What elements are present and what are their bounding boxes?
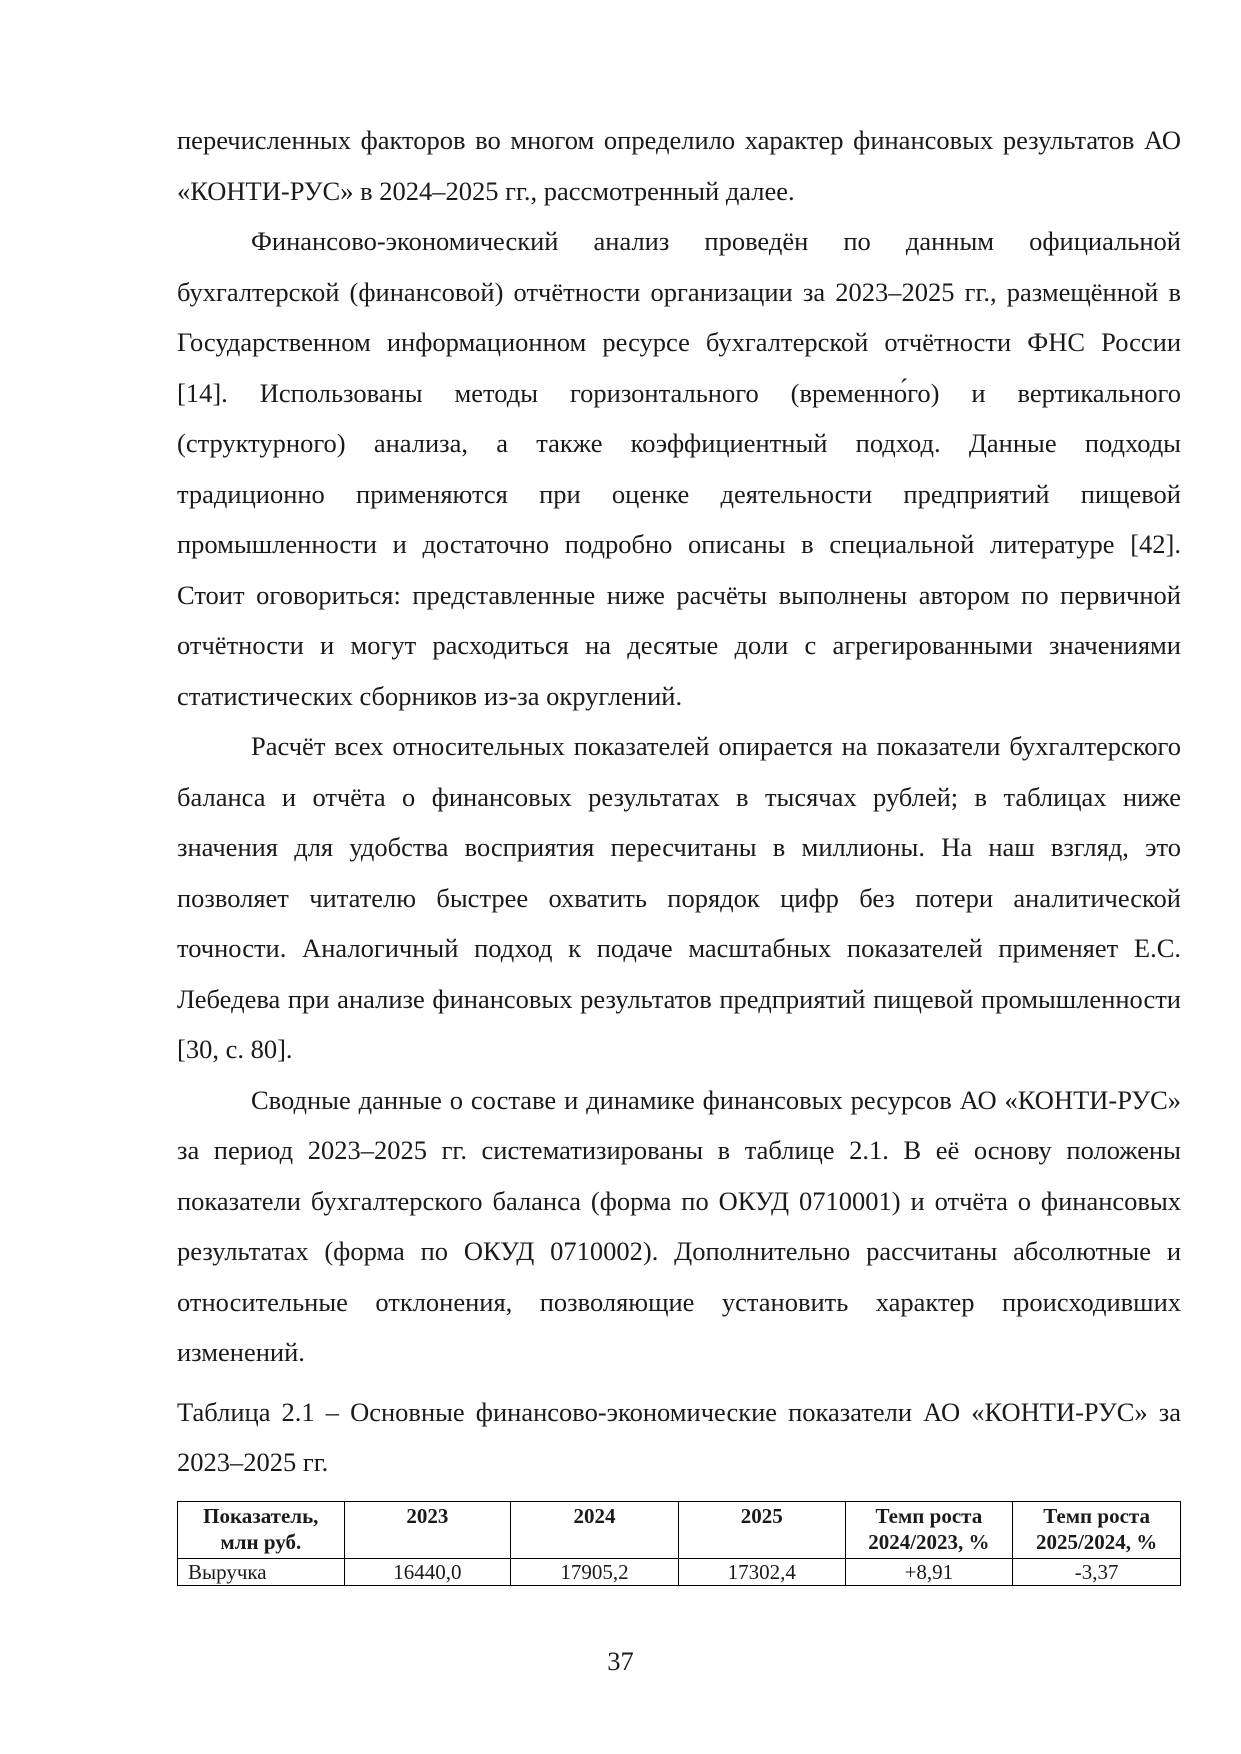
header-indicator: Показатель, млн руб. <box>178 1501 345 1558</box>
financial-indicators-table <box>177 1501 1181 1586</box>
table-caption: Таблица 2.1 – Основные финансово-экономические показатели АО «КОНТИ-РУС» за 2023–2025 гг. <box>177 1396 1181 1477</box>
table-header-row <box>178 1501 1181 1558</box>
paragraph-units: Расчёт всех относительных показателей опирается на показатели бухгалтерского баланса и отчёта о финансовых результатах в тысячах рублей; в таблицах ниже значения для удобства восприятия пересчитаны в миллионы. На наш взгляд, это позволяет читателю быстрее охватить порядок цифр без потери аналитической точности. Аналогичный подход к подаче масштабных показателей применяет Е.С. Лебедева при анализе финансовых результатов предприятий пищевой промышленности [30, с. 80]. <box>177 731 1181 1064</box>
page-number: 37 <box>607 1646 634 1676</box>
header-2023: 2023 <box>344 1501 511 1558</box>
cell-value-2025: 17302,4 <box>678 1558 845 1585</box>
cell-growth-2025-2024: -3,37 <box>1013 1558 1181 1585</box>
header-2024: 2024 <box>511 1501 679 1558</box>
paragraph-table-intro: Сводные данные о составе и динамике финансовых ресурсов АО «КОНТИ-РУС» за период 2023–2025 гг. систематизированы в таблице 2.1. В её основу положены показатели бухгалтерского баланса (форма по ОКУД 0710001) и отчёта о финансовых результатах (форма по ОКУД 0710002). Дополнительно рассчитаны абсолютные и относительные отклонения, позволяющие установить характер происходивших изменений. <box>177 1084 1181 1367</box>
cell-value-2024: 17905,2 <box>511 1558 679 1585</box>
table-row <box>178 1558 1181 1585</box>
paragraph-analysis-method: Финансово-экономический анализ проведён по данным официальной бухгалтерской (финансовой) отчётности организации за 2023–2025 гг., размещённой в Государственном информационном ресурсе бухгалтерской отчётности ФНС России [14]. Использованы методы горизонтального (временно́го) и вертикального (структурного) анализа, а также коэффициентный подход. Данные подходы традиционно применяются при оценке деятельности предприятий пищевой промышленности и достаточно подробно описаны в специальной литературе [42]. Стоит оговориться: представленные ниже расчёты выполнены автором по первичной отчётности и могут расходиться на десятые доли с агрегированными значениями статистических сборников из-за округлений. <box>177 226 1181 711</box>
cell-value-2023: 16440,0 <box>344 1558 511 1585</box>
cell-growth-2024-2023: +8,91 <box>845 1558 1013 1585</box>
header-growth-2025-2024: Темп роста 2025/2024, % <box>1013 1501 1181 1558</box>
header-growth-2024-2023: Темп роста 2024/2023, % <box>845 1501 1013 1558</box>
paragraph-continuation: перечисленных факторов во многом определило характер финансовых результатов АО «КОНТИ-РУС» в 2024–2025 гг., рассмотренный далее. <box>177 125 1181 206</box>
header-2025: 2025 <box>678 1501 845 1558</box>
cell-indicator-name: Выручка <box>178 1558 345 1585</box>
document-page <box>177 115 1181 1586</box>
